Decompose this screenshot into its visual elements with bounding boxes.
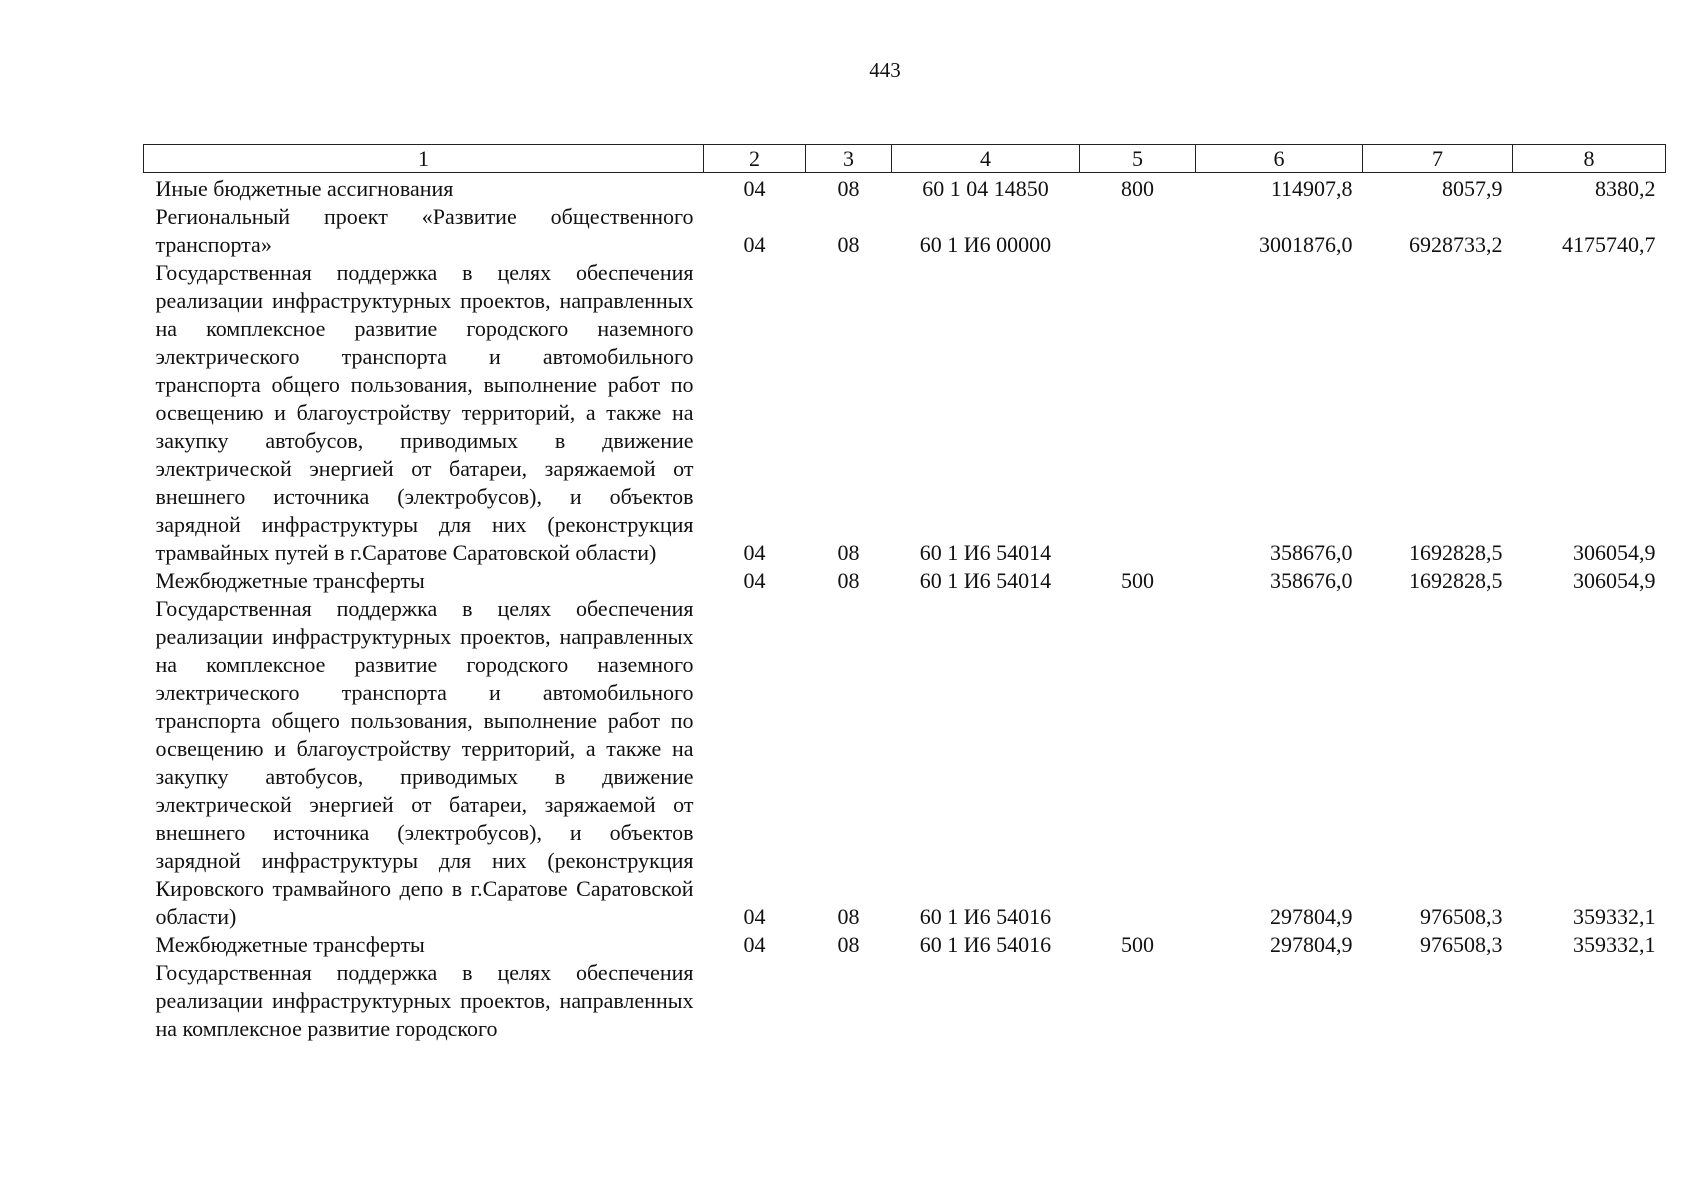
table-row [144, 567, 1666, 595]
amount-col-6 [1196, 959, 1363, 1043]
subsection-code: 08 [837, 176, 860, 201]
amount-col-8: 306054,9 [1573, 540, 1656, 565]
amount-col-6: 297804,9 [1270, 904, 1353, 929]
expense-type-code: 500 [1121, 932, 1154, 957]
amount-col-6: 114907,8 [1270, 176, 1353, 201]
target-article-code: 60 1 И6 54016 [919, 904, 1052, 929]
column-number-header-row [144, 145, 1666, 173]
amount-col-7: 6928733,2 [1409, 232, 1503, 257]
column-header-2: 2 [704, 145, 806, 173]
table-row [144, 173, 1666, 204]
amount-col-8: 306054,9 [1573, 568, 1656, 593]
expense-type-code [1080, 203, 1196, 259]
subsection-code [806, 959, 892, 1043]
amount-col-8 [1513, 959, 1666, 1043]
column-header-5: 5 [1080, 145, 1196, 173]
amount-col-6: 3001876,0 [1259, 232, 1353, 257]
column-header-3: 3 [806, 145, 892, 173]
row-name: Региональный проект «Развитие общественного транспорта» [155, 204, 694, 257]
row-name: Иные бюджетные ассигнования [155, 176, 454, 201]
amount-col-7: 1692828,5 [1409, 540, 1503, 565]
target-article-code: 60 1 И6 54016 [919, 932, 1052, 957]
amount-col-7 [1363, 959, 1513, 1043]
expense-type-code: 500 [1121, 568, 1154, 593]
target-article-code: 60 1 И6 54014 [919, 568, 1052, 593]
amount-col-7: 976508,3 [1420, 932, 1503, 957]
subsection-code: 08 [837, 904, 860, 929]
subsection-code: 08 [837, 932, 860, 957]
column-header-4: 4 [892, 145, 1080, 173]
amount-col-8: 359332,1 [1573, 904, 1656, 929]
expense-type-code [1080, 959, 1196, 1043]
column-header-6: 6 [1196, 145, 1363, 173]
amount-col-7: 8057,9 [1442, 176, 1503, 201]
target-article-code: 60 1 И6 00000 [919, 232, 1052, 257]
amount-col-8: 4175740,7 [1562, 232, 1656, 257]
budget-table [143, 144, 1666, 1043]
target-article-code [892, 959, 1080, 1043]
target-article-code: 60 1 И6 54014 [919, 540, 1052, 565]
amount-col-8: 359332,1 [1573, 932, 1656, 957]
amount-col-7: 1692828,5 [1409, 568, 1503, 593]
amount-col-6: 358676,0 [1270, 568, 1353, 593]
column-header-7: 7 [1363, 145, 1513, 173]
section-code [704, 959, 806, 1043]
amount-col-6: 297804,9 [1270, 932, 1353, 957]
amount-col-7: 976508,3 [1420, 904, 1503, 929]
column-header-1: 1 [144, 145, 704, 173]
section-code: 04 [743, 176, 766, 201]
table-row [144, 595, 1666, 931]
row-name: Государственная поддержка в целях обеспечения реализации инфраструктурных проектов, направленных на комплексное развитие городского наземного электрического транспорта и автомобильного транспорта общего пользования, выполнение работ по освещению и благоустройству территорий, а также на закупку автобусов, приводимых в движение электрической энергией от батареи, заряжаемой от внешнего источника (электробусов), и объектов зарядной инфраструктуры для них (реконструкция Кировского трамвайного депо в г.Саратове Саратовской области) [155, 596, 694, 929]
target-article-code: 60 1 04 14850 [922, 176, 1049, 201]
page-number: 443 [869, 58, 901, 82]
table-row [144, 959, 1666, 1043]
section-code: 04 [743, 932, 766, 957]
subsection-code: 08 [837, 232, 860, 257]
column-header-8: 8 [1513, 145, 1666, 173]
row-name: Государственная поддержка в целях обеспечения реализации инфраструктурных проектов, направленных на комплексное развитие городского [155, 960, 694, 1041]
amount-col-6: 358676,0 [1270, 540, 1353, 565]
section-code: 04 [743, 904, 766, 929]
section-code: 04 [743, 568, 766, 593]
section-code: 04 [743, 540, 766, 565]
row-name: Государственная поддержка в целях обеспечения реализации инфраструктурных проектов, направленных на комплексное развитие городского наземного электрического транспорта и автомобильного транспорта общего пользования, выполнение работ по освещению и благоустройству территорий, а также на закупку автобусов, приводимых в движение электрической энергией от батареи, заряжаемой от внешнего источника (электробусов), и объектов зарядной инфраструктуры для них (реконструкция трамвайных путей в г.Саратове Саратовской области) [155, 260, 694, 565]
table-row [144, 931, 1666, 959]
subsection-code: 08 [837, 540, 860, 565]
subsection-code: 08 [837, 568, 860, 593]
expense-type-code [1080, 595, 1196, 931]
row-name: Межбюджетные трансферты [155, 932, 425, 957]
section-code: 04 [743, 232, 766, 257]
table-row [144, 203, 1666, 259]
expense-type-code: 800 [1121, 176, 1154, 201]
table-row [144, 259, 1666, 567]
expense-type-code [1080, 259, 1196, 567]
row-name: Межбюджетные трансферты [155, 568, 425, 593]
amount-col-8: 8380,2 [1595, 176, 1656, 201]
